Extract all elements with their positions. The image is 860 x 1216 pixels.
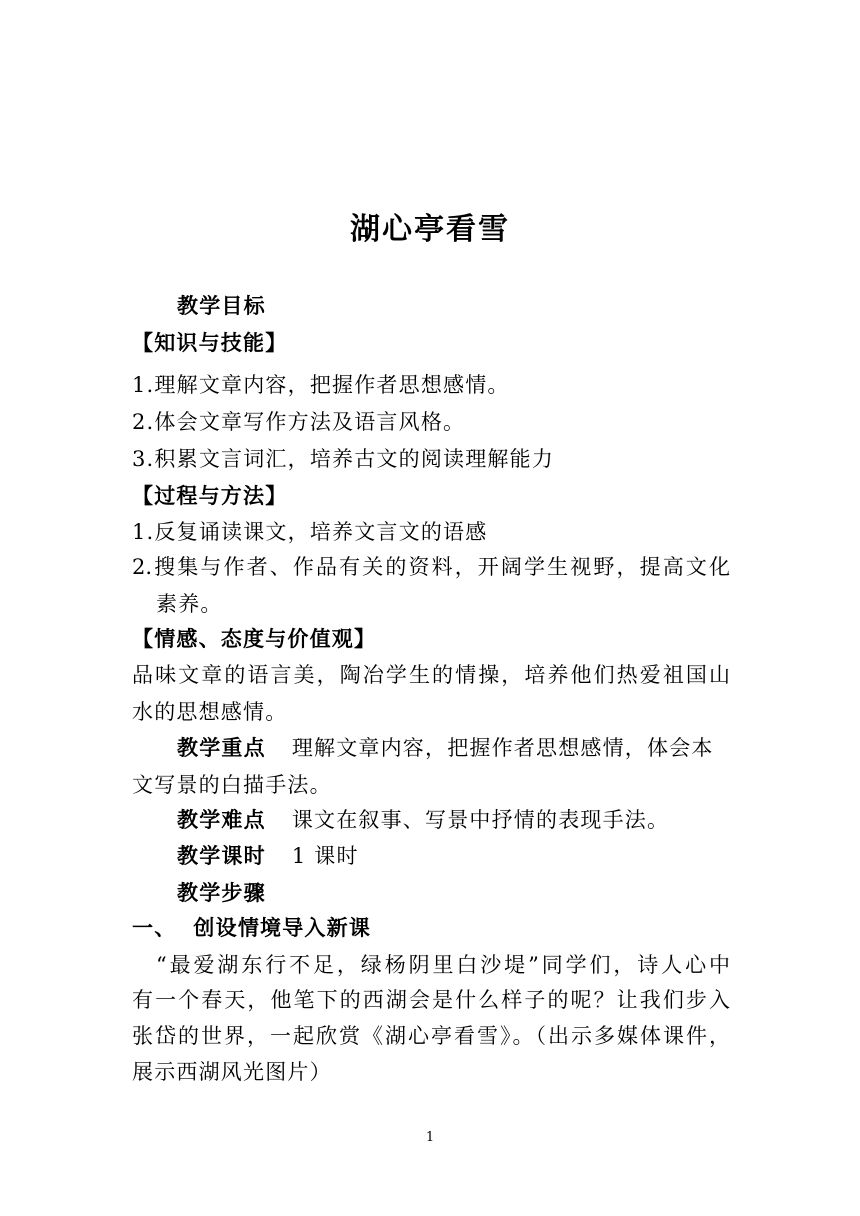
knowledge-heading: 【知识与技能】 <box>132 330 288 355</box>
process-item: 1.反复诵读课文，培养文言文的语感 <box>132 520 488 544</box>
steps-heading: 教学步骤 <box>177 881 266 905</box>
section1-paragraph-line: 展示西湖风光图片） <box>132 1060 332 1084</box>
section1-paragraph-line: 张岱的世界，一起欣赏《湖心亭看雪》。（出示多媒体课件， <box>132 1024 730 1048</box>
knowledge-item: 3.积累文言词汇，培养古文的阅读理解能力 <box>132 447 555 471</box>
process-item-continued: 素养。 <box>156 592 223 616</box>
knowledge-item: 1.理解文章内容，把握作者思想感情。 <box>132 373 510 397</box>
key-points-row <box>177 736 730 760</box>
difficulties-label: 教学难点 <box>177 808 266 832</box>
process-item: 2.搜集与作者、作品有关的资料，开阔学生视野，提高文化 <box>132 555 730 579</box>
section1-paragraph-line: 有一个春天，他笔下的西湖会是什么样子的呢？让我们步入 <box>132 988 730 1012</box>
key-points-text: 理解文章内容，把握作者思想感情，体会本 <box>291 736 714 760</box>
emotion-heading: 【情感、态度与价值观】 <box>132 626 377 651</box>
document-title: 湖心亭看雪 <box>350 212 510 247</box>
knowledge-item: 2.体会文章写作方法及语言风格。 <box>132 410 466 434</box>
section1-paragraph-line: “最爱湖东行不足，绿杨阴里白沙堤”同学们，诗人心中 <box>156 953 730 977</box>
periods-row <box>177 844 359 868</box>
objectives-heading: 教学目标 <box>177 294 266 318</box>
section1-heading: 一、 创设情境导入新课 <box>132 915 372 940</box>
difficulties-text: 课文在叙事、写景中抒情的表现手法。 <box>291 808 670 832</box>
periods-label: 教学课时 <box>177 844 266 868</box>
page-number: 1 <box>425 1130 435 1145</box>
emotion-text: 水的思想感情。 <box>132 700 288 724</box>
periods-text: 1 课时 <box>291 844 359 868</box>
emotion-text: 品味文章的语言美，陶冶学生的情操，培养他们热爱祖国山 <box>132 663 730 687</box>
key-points-text-continued: 文写景的白描手法。 <box>132 773 332 797</box>
process-heading: 【过程与方法】 <box>132 483 288 508</box>
key-points-label: 教学重点 <box>177 736 266 760</box>
difficulties-row <box>177 808 669 832</box>
